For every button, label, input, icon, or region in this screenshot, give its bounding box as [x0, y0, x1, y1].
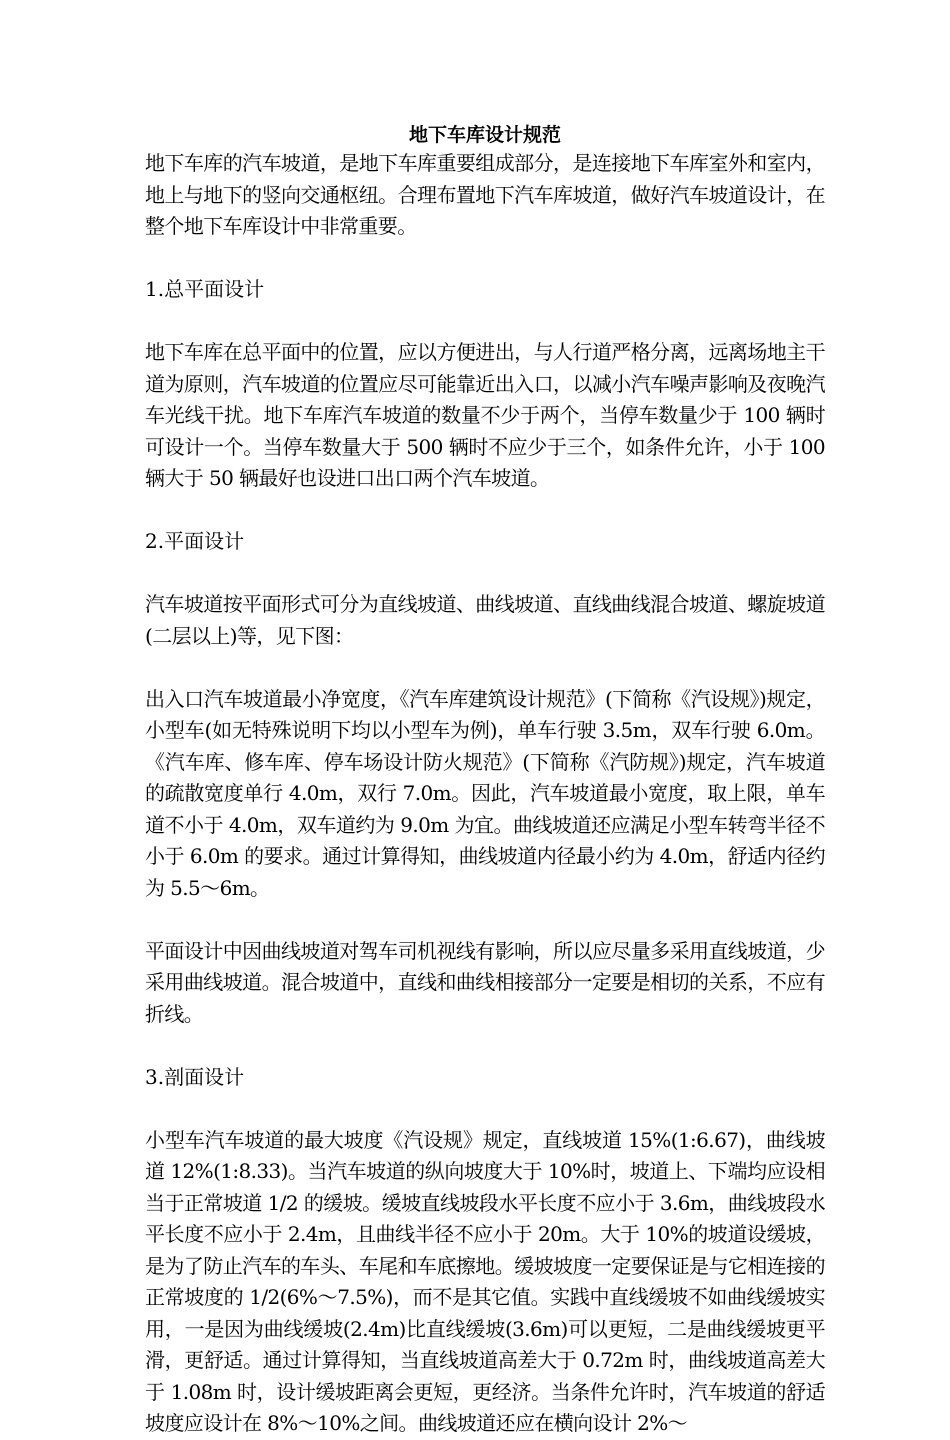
section-1-paragraph: 地下车库在总平面中的位置，应以方便进出，与人行道严格分离，远离场地主干道为原则，汽车坡道的位置应尽可能靠近出入口，以减小汽车噪声影响及夜晚汽车光线干扰。地下车库汽车坡道的数量不少于两个，当停车数量少于 100 辆时可设计一个。当停车数量大于 500 辆时不应少于三个，如条件允许，小于 100 辆大于 50 辆最好也设进口出口两个汽车坡道。: [145, 340, 825, 490]
section-2-heading: 2.平面设计: [145, 529, 245, 553]
section-2-paragraph-2: 出入口汽车坡道最小净宽度，《汽车库建筑设计规范》(下简称《汽设规》)规定，小型车(如无特殊说明下均以小型车为例)，单车行驶 3.5m，双车行驶 6.0m。《汽车库、修车库、停车场设计防火规范》(下简称《汽防规》)规定，汽车坡道的疏散宽度单行 4.0m，双行 7.0m。因此，汽车坡道最小宽度，取上限，单车道不小于 4.0m，双车道约为 9.0m 为宜。曲线坡道还应满足小型车转弯半径不小于 6.0m 的要求。通过计算得知，曲线坡道内径最小约为 4.0m，舒适内径约为 5.5～6m。: [145, 686, 825, 900]
section-2-paragraph-1: 汽车坡道按平面形式可分为直线坡道、曲线坡道、直线曲线混合坡道、螺旋坡道(二层以上)等，见下图：: [145, 592, 825, 648]
document-page: [145, 122, 825, 1440]
section-2-paragraph-3: 平面设计中因曲线坡道对驾车司机视线有影响，所以应尽量多采用直线坡道，少采用曲线坡道。混合坡道中，直线和曲线相接部分一定要是相切的关系，不应有折线。: [145, 938, 825, 1026]
section-3-heading: 3.剖面设计: [145, 1064, 245, 1089]
section-3-paragraph: 小型车汽车坡道的最大坡度《汽设规》规定，直线坡道 15%(1:6.67)，曲线坡道 12%(1:8.33)。当汽车坡道的纵向坡度大于 10%时，坡道上、下端均应设相当于正常坡道 1/2 的缓坡。缓坡直线坡段水平长度不应小于 3.6m，曲线坡段水平长度不应小于 2.4m，且曲线半径不应小于 20m。大于 10%的坡道设缓坡，是为了防止汽车的车头、车尾和车底擦地。缓坡坡度一定要保证是与它相连接的正常坡度的 1/2(6%～7.5%)，而不是其它值。实践中直线缓坡不如曲线缓坡实用，一是因为曲线缓坡(2.4m)比直线缓坡(3.6m)可以更短，二是曲线缓坡更平滑，更舒适。通过计算得知，当直线坡道高差大于 0.72m 时，曲线坡道高差大于 1.08m 时，设计缓坡距离会更短，更经济。当条件允许时，汽车坡道的舒适坡度应设计在 8%～10%之间。曲线坡道还应在横向设计 2%～: [145, 1127, 825, 1435]
intro-paragraph: 地下车库的汽车坡道，是地下车库重要组成部分，是连接地下车库室外和室内，地上与地下的竖向交通枢纽。合理布置地下汽车库坡道，做好汽车坡道设计，在整个地下车库设计中非常重要。: [145, 151, 825, 238]
section-1-heading: 1.总平面设计: [145, 277, 265, 301]
document-title: 地下车库设计规范: [408, 124, 561, 146]
